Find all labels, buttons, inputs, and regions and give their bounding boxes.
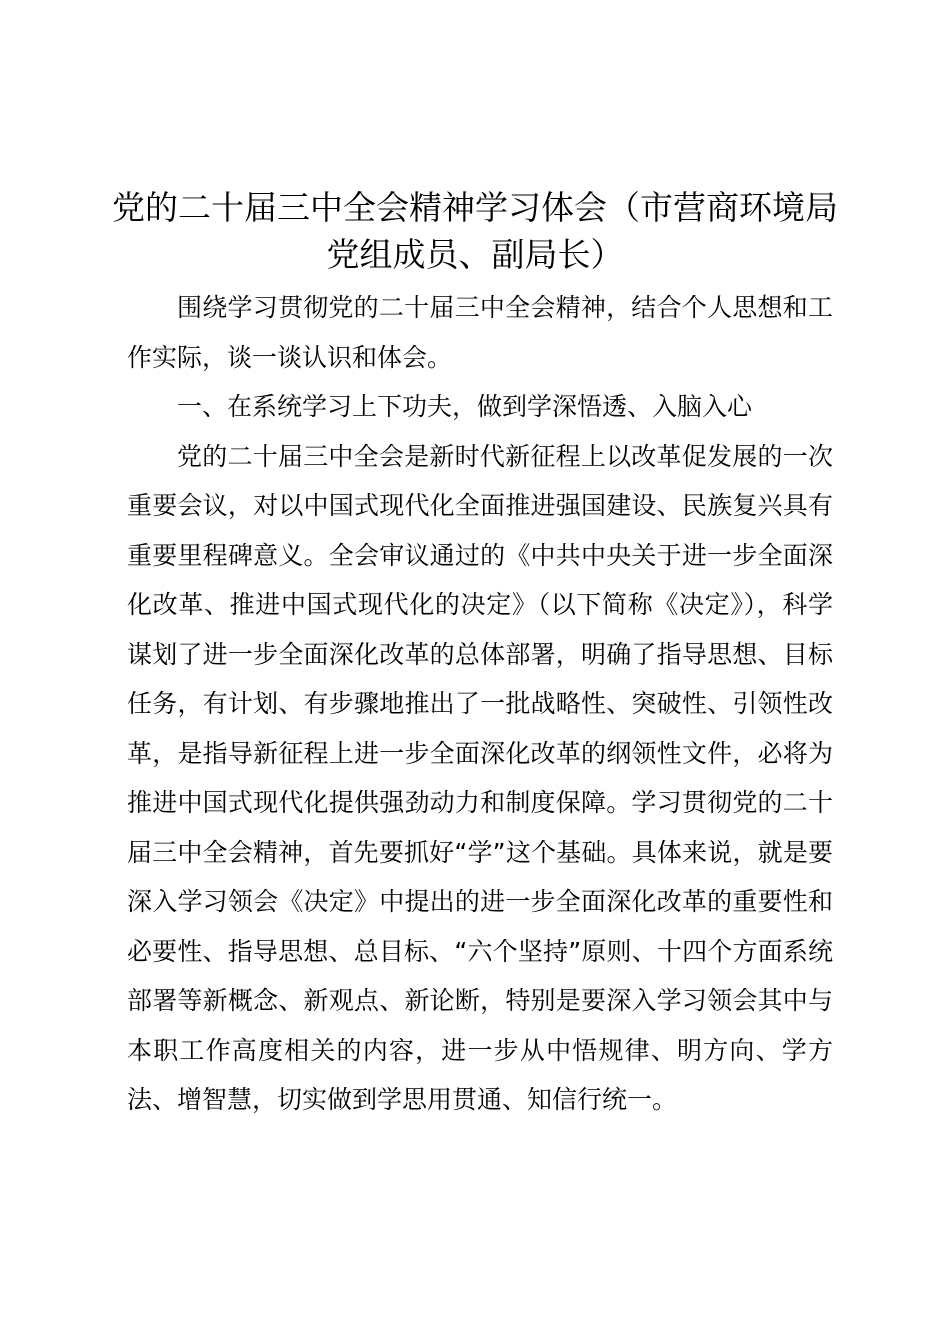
section-heading: 一、在系统学习上下功夫，做到学深悟透、入脑入心 — [177, 392, 753, 421]
intro-paragraph: 围绕学习贯彻党的二十届三中全会精神，结合个人思想和工作实际，谈一谈认识和体会。 — [127, 293, 833, 372]
body-paragraph: 党的二十届三中全会是新时代新征程上以改革促发展的一次重要会议，对以中国式现代化全面推进强国建设、民族复兴具有重要里程碑意义。全会审议通过的《中共中央关于进一步全面深化改革、推进中国式现代化的决定》（以下简称《决定》），科学谋划了进一步全面深化改革的总体部署，明确了指导思想、目标任务，有计划、有步骤地推出了一批战略性、突破性、引领性改革，是指导新征程上进一步全面深化改革的纲领性文件，必将为推进中国式现代化提供强劲动力和制度保障。学习贯彻党的二十届三中全会精神，首先要抓好“学”这个基础。具体来说，就是要深入学习领会《决定》中提出的进一步全面深化改革的重要性和必要性、指导思想、总目标、“六个坚持”原则、十四个方面系统部署等新概念、新观点、新论断，特别是要深入学习领会其中与本职工作高度相关的内容，进一步从中悟规律、明方向、学方法、增智慧，切实做到学思用贯通、知信行统一。 — [127, 441, 833, 1114]
document-body — [127, 283, 833, 1125]
document-title: 党的二十届三中全会精神学习体会（市营商环境局党组成员、副局长） — [112, 188, 838, 274]
